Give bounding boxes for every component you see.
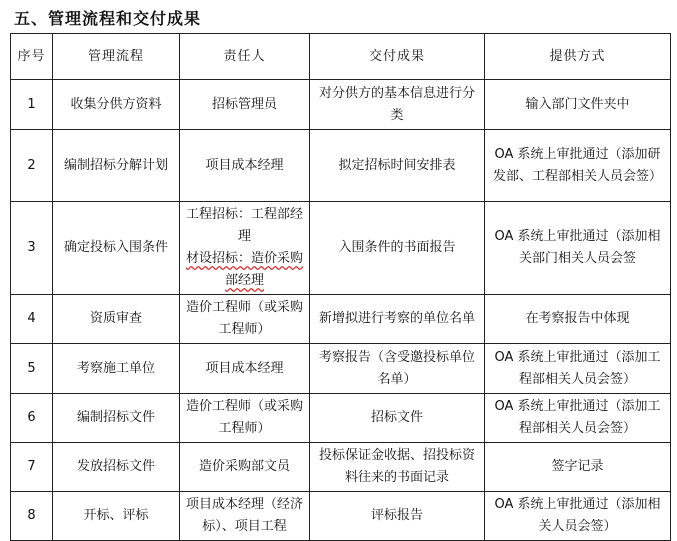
table-row	[11, 443, 671, 492]
row-method: OA 系统上审批通过（添加工程部相关人员会签）	[485, 394, 671, 443]
row-deliverable: 拟定招标时间安排表	[310, 130, 485, 202]
row-number: 2	[11, 130, 53, 202]
row-owner	[180, 80, 310, 130]
row-process: 收集分供方资料	[53, 80, 180, 130]
row-deliverable: 对分供方的基本信息进行分类	[310, 80, 485, 130]
header-process: 管理流程	[53, 34, 180, 80]
row-process: 资质审查	[53, 295, 180, 344]
row-owner	[180, 130, 310, 202]
owner-line: 工程招标：工程部经理	[186, 207, 304, 244]
header-deliverable: 交付成果	[310, 34, 485, 80]
table-row	[11, 130, 671, 202]
row-method: OA 系统上审批通过（添加工程部相关人员会签）	[485, 344, 671, 394]
row-process: 确定投标入围条件	[53, 202, 180, 295]
row-number: 4	[11, 295, 53, 344]
row-deliverable: 招标文件	[310, 394, 485, 443]
row-owner	[180, 295, 310, 344]
row-process: 发放招标文件	[53, 443, 180, 492]
row-process: 编制招标分解计划	[53, 130, 180, 202]
table-row	[11, 295, 671, 344]
row-deliverable: 评标报告	[310, 492, 485, 541]
header-owner: 责任人	[180, 34, 310, 80]
row-number: 8	[11, 492, 53, 541]
header-seq: 序号	[11, 34, 53, 80]
owner-line: 造价工程师（或采购工程师）	[186, 399, 304, 436]
row-deliverable: 考察报告（含受邀投标单位名单）	[310, 344, 485, 394]
row-deliverable: 新增拟进行考察的单位名单	[310, 295, 485, 344]
row-number: 5	[11, 344, 53, 394]
table-row	[11, 80, 671, 130]
row-deliverable: 入围条件的书面报告	[310, 202, 485, 295]
row-method: OA 系统上审批通过（添加相关部门相关人员会签	[485, 202, 671, 295]
header-method: 提供方式	[485, 34, 671, 80]
row-process: 编制招标文件	[53, 394, 180, 443]
table-row	[11, 344, 671, 394]
owner-line: 项目成本经理（经济标）、项目工程	[186, 497, 304, 534]
row-method: 在考察报告中体现	[485, 295, 671, 344]
process-table	[10, 33, 671, 541]
row-deliverable: 投标保证金收据、招投标资料往来的书面记录	[310, 443, 485, 492]
row-process: 开标、评标	[53, 492, 180, 541]
row-number: 1	[11, 80, 53, 130]
table-row	[11, 394, 671, 443]
owner-line: 项目成本经理	[205, 157, 284, 173]
row-number: 6	[11, 394, 53, 443]
owner-line: 项目成本经理	[205, 360, 284, 376]
row-owner	[180, 443, 310, 492]
owner-line: 招标管理员	[211, 96, 277, 112]
row-number: 7	[11, 443, 53, 492]
row-process: 考察施工单位	[53, 344, 180, 394]
row-method: 输入部门文件夹中	[485, 80, 671, 130]
owner-line: 造价工程师（或采购工程师）	[186, 300, 304, 337]
table-row	[11, 492, 671, 541]
row-owner	[180, 492, 310, 541]
owner-line: 造价采购部文员	[198, 459, 290, 474]
row-number: 3	[11, 202, 53, 295]
table-header-row	[11, 34, 671, 80]
row-method: OA 系统上审批通过（添加相关人员会签）	[485, 492, 671, 541]
row-method: 签字记录	[485, 443, 671, 492]
row-method: OA 系统上审批通过（添加研发部、工程部相关人员会签）	[485, 130, 671, 202]
row-owner	[180, 202, 310, 295]
row-owner	[180, 394, 310, 443]
section-title: 五、管理流程和交付成果	[14, 9, 202, 28]
table-row	[11, 202, 671, 295]
row-owner	[180, 344, 310, 394]
owner-line: 材设招标：造价采购部经理	[186, 251, 304, 288]
